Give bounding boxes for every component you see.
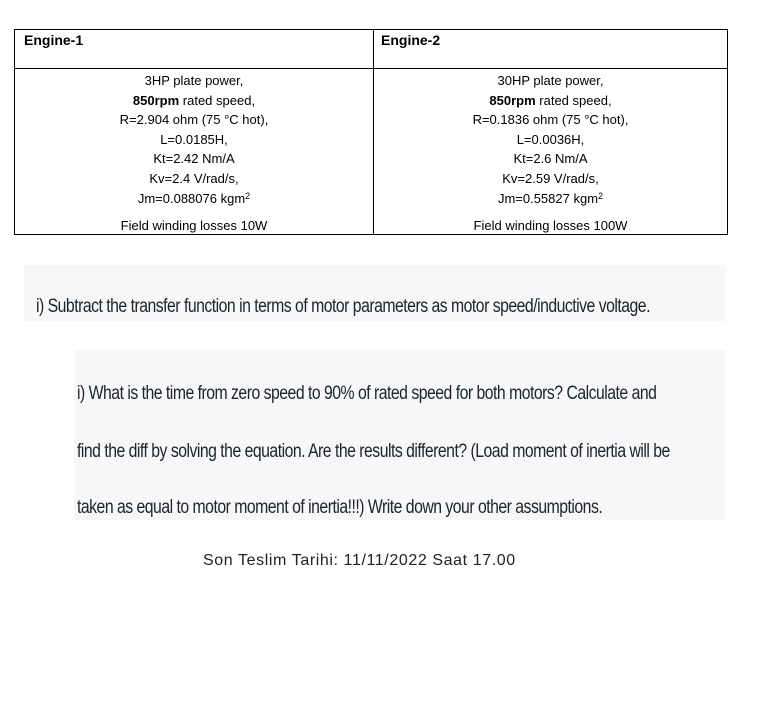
question-2-line: taken as equal to motor moment of inertia!!!) Write down your other assumptions.: [77, 497, 603, 518]
engine-2-specs: [374, 69, 728, 235]
question-1-text: i) Subtract the transfer function in terms of motor parameters as motor speed/inductive voltage.: [36, 296, 650, 317]
engine-1-spec-line: 3HP plate power,: [144, 73, 244, 88]
engine-1-spec-line: Kt=2.42 Nm/A: [153, 151, 235, 167]
engine-1-spec-line: Kv=2.4 V/rad/s,: [149, 170, 239, 186]
engine-1-specs: [15, 69, 374, 235]
engine-2-spec-line: Jm=0.55827 kgm$^2$: [497, 190, 604, 206]
engine-2-spec-line: Kt=2.6 Nm/A: [513, 151, 588, 167]
engine-1-header-cell: [15, 30, 374, 69]
question-2-line: find the diff by solving the equation. Are the results different? (Load moment of inertia will be: [77, 441, 670, 462]
question-2-block: [74, 350, 726, 520]
engine-1-field-winding: Field winding losses 10W: [120, 218, 268, 234]
engine-spec-table: [14, 29, 728, 235]
engine-2-spec-line: L=0.0036H,: [516, 131, 585, 147]
question-1-block: [24, 265, 726, 321]
engine-2-spec-line: Kv=2.59 V/rad/s,: [502, 170, 599, 186]
question-2-line: i) What is the time from zero speed to 90% of rated speed for both motors? Calculate and: [77, 383, 657, 404]
engine-1-header: Engine-1: [24, 32, 84, 48]
engine-2-spec-line: 30HP plate power,: [497, 73, 604, 88]
engine-1-spec-line: 850rpm rated speed,: [132, 92, 256, 108]
engine-2-header: Engine-2: [381, 32, 441, 48]
engine-2-spec-line: 850rpm rated speed,: [489, 92, 612, 108]
engine-2-field-winding: Field winding losses 100W: [473, 218, 628, 234]
cut-off-deadline-text: Son Teslim Tarihi: 11/11/2022 Saat 17.00: [203, 552, 516, 569]
engine-2-header-cell: [374, 30, 728, 69]
engine-1-spec-line: Jm=0.088076 kgm$^2$: [137, 190, 251, 206]
engine-2-spec-line: R=0.1836 ohm (75 °C hot),: [472, 112, 629, 128]
engine-1-spec-line: R=2.904 ohm (75 °C hot),: [119, 112, 269, 128]
engine-1-spec-line: L=0.0185H,: [160, 131, 228, 147]
